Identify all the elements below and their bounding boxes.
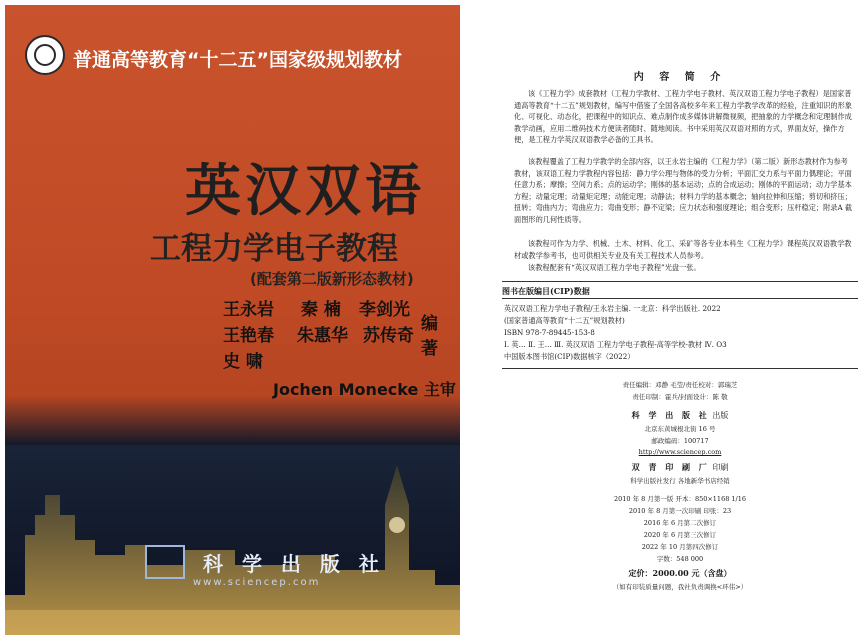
printer-line xyxy=(500,462,860,473)
edition-line: 2022 年 10 月第四次修订 xyxy=(641,543,719,551)
cip-line: 中国版本图书馆(CIP)数据核字（2022） xyxy=(504,352,635,361)
cip-line: (国家普通高等教育“十二五”规划教材) xyxy=(504,316,625,325)
publisher-name: 科 学 出 版 社 xyxy=(203,552,385,576)
publisher-logo-icon xyxy=(145,545,185,579)
section-divider xyxy=(502,281,858,282)
publisher-line-suffix: 出版 xyxy=(712,411,729,420)
price: 定价：2000.00 元（含盘） xyxy=(628,568,732,578)
section-divider xyxy=(502,298,858,299)
author-name: 王永岩 xyxy=(223,300,274,320)
publisher-postcode: 邮政编码：100717 xyxy=(651,437,709,445)
printer-name: 双 青 印 刷 厂 xyxy=(631,462,710,472)
edition-line: 2016 年 6 月第二次修订 xyxy=(643,519,717,527)
publisher-address: 北京东黄城根北街 16 号 xyxy=(644,425,716,433)
cip-line: 英汉双语工程力学电子教程/王永岩主编. 一北京：科学出版社. 2022 xyxy=(504,304,721,313)
editors-credit: 责任编辑：邓静 毛莹/责任校对：郭瑞芝 xyxy=(622,381,738,389)
cover-edition-note: (配套第二版新形态教材) xyxy=(250,270,414,288)
section-divider xyxy=(502,368,858,369)
publisher-url: www.sciencep.com xyxy=(193,577,321,588)
author-name: 史 啸 xyxy=(223,352,263,372)
author-name: 李剑光 xyxy=(359,300,410,320)
author-name: 苏传奇 xyxy=(363,326,414,346)
parliament-skyline-image xyxy=(5,445,460,635)
publisher-line xyxy=(500,410,860,421)
edition-line: 字数：548 000 xyxy=(656,555,704,563)
distribution-note: 科学出版社发行 各地新华书店经销 xyxy=(630,477,730,485)
author-role: 编著 xyxy=(421,314,438,359)
author-block xyxy=(223,295,453,375)
quality-note: （如有印装质量问题，我社负责调换<环伟>） xyxy=(612,583,748,591)
chief-reviewer: Jochen Monecke 主审 xyxy=(273,380,456,399)
cover-main-title: 英汉双语 xyxy=(185,159,425,224)
edition-line: 2020 年 6 月第三次修订 xyxy=(643,531,717,539)
printer-suffix: 印刷 xyxy=(712,463,729,472)
edition-line: 2010 年 8 月第一次印刷 印张：23 xyxy=(628,507,732,515)
book-cover xyxy=(5,5,460,635)
copyright-page xyxy=(500,0,860,642)
intro-paragraph: 该教程可作为力学、机械、土木、材料、化工、采矿等各专业本科生《工程力学》课程英汉双语教学教材或教学参考书，也可供相关专业及有关工程技术人员参考。 xyxy=(514,239,852,260)
author-name: 王艳春 xyxy=(223,326,274,346)
author-name: 秦 楠 xyxy=(301,300,341,320)
cip-line: Ⅰ. 英… Ⅱ. 王… Ⅲ. 英汉双语 工程力学电子教程-高等学校-教材 Ⅳ. O3 xyxy=(504,340,727,349)
edition-line: 2010 年 8 月第一版 开本：850×1168 1/16 xyxy=(614,495,746,503)
intro-heading: 内 容 简 介 xyxy=(633,72,727,83)
intro-paragraph: 该教程配套有“英汉双语工程力学电子教程”光盘一张。 xyxy=(528,263,701,272)
series-title: 普通高等教育“十二五”国家级规划教材 xyxy=(73,49,402,71)
cip-heading: 图书在版编目(CIP)数据 xyxy=(502,286,590,296)
series-banner xyxy=(25,35,450,77)
print-staff-credit: 责任印制：霍兵/封面设计：陈 敬 xyxy=(632,393,728,401)
seal-emblem-icon xyxy=(25,35,65,75)
intro-paragraph: 该教程覆盖了工程力学教学的全部内容，以王永岩主编的《工程力学》（第二版）新形态教材作为参考教材，该双语工程力学教程内容包括：静力学公理与物体的受力分析；平面汇交力系与平面力偶理论；平面任意力系；摩擦；空间力系；点的运动学；刚体的基本运动；点的合成运动；刚体的平面运动；动力学基本方程；动量定理；动量矩定理；动能定理；动静法；材料力学的基本概念；轴向拉伸和压缩；剪切和挤压；扭转；弯曲内力；弯曲应力；弯曲变形；静不定梁；应力状态和强度理论；组合变形；压杆稳定；附录A 截面图形的几何性质等。 xyxy=(514,157,853,224)
publisher-line-name: 科 学 出 版 社 xyxy=(631,410,710,420)
cover-subtitle: 工程力学电子教程 xyxy=(150,231,398,267)
cip-line: ISBN 978-7-89445-153-8 xyxy=(504,328,595,337)
intro-paragraph: 该《工程力学》成套教材（工程力学教材、工程力学电子教材、英汉双语工程力学电子教程）是国家普通高等教育“十二五”规划教材，编写中借鉴了全国各高校多年来工程力学教学改革的经验，注重知识的形象化、可视化、动态化，把课程中的知识点、难点制作成多媒体讲解微视频，把抽象的力学概念和定理制作成教学动画，应用二维码技术方便读者随时、随地阅读。书中采用英汉双语对照的方式，界面友好，操作方便，是工程力学英汉双语教学必备的工具书。 xyxy=(514,89,852,144)
author-name: 朱惠华 xyxy=(297,326,348,346)
publisher-website: http://www.sciencep.com xyxy=(638,448,722,456)
